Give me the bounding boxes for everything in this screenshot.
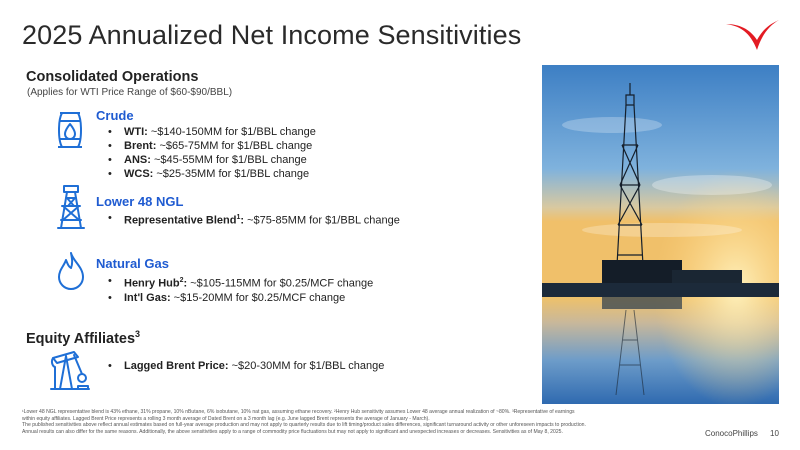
list-item: • Lagged Brent Price: ~$20-30MM for $1/BBL change: [108, 359, 384, 373]
footnote-line: The published sensitivities above reflect annual estimates based on full-year average production and may not apply to quarterly results due to lift timing/product sales differences, significant turnaround activity or other unforeseen impacts to production.: [22, 422, 586, 429]
flame-icon: [56, 251, 86, 291]
crude-title: Crude: [96, 108, 134, 123]
footnote-line: ¹Lower 48 NGL representative blend is 43% ethane, 31% propane, 10% nButane, 6% isobutane, 10% nat gas, assuming ethane recovery. ²Henry Hub sensitivity assumes Lower 48 average annual realization of ~80%. ³Representative of earnings: [22, 409, 575, 415]
list-item: • Representative Blend$^1$: ~$75-85MM for $1/BBL change: [108, 211, 400, 228]
footnote-line: Annual results can also differ for the same reasons. Additionally, the above sensitivities apply to a range of commodity price fluctuations but may not apply to significant and unexpected increases or decreases. Sensitivities as of May 8, 2025.: [22, 428, 563, 435]
gas-title: Natural Gas: [96, 256, 169, 271]
list-item: • ANS: ~$45-55MM for $1/BBL change: [108, 153, 316, 167]
footer-brand: ConocoPhillips: [705, 429, 758, 438]
list-item: • Brent: ~$65-75MM for $1/BBL change: [108, 139, 316, 153]
crude-list: [108, 125, 316, 181]
list-item: • Int'l Gas: ~$15-20MM for $0.25/MCF change: [108, 291, 373, 305]
equity-list: [108, 359, 384, 373]
list-item: • WCS: ~$25-35MM for $1/BBL change: [108, 167, 316, 181]
ngl-list: [108, 211, 400, 228]
list-item: • Henry Hub$^2$: ~$105-115MM for $0.25/MCF change: [108, 274, 373, 291]
consolidated-subtitle: (Applies for WTI Price Range of $60-$90/BBL): [27, 87, 233, 98]
consolidated-title: Consolidated Operations: [26, 69, 199, 85]
derrick-icon: [56, 184, 86, 230]
gas-list: [108, 274, 373, 305]
list-item: • WTI: ~$140-150MM for $1/BBL change: [108, 125, 316, 139]
logo-mark: [724, 16, 780, 52]
page-title: 2025 Annualized Net Income Sensitivities: [22, 20, 522, 50]
oil-barrel-icon: [53, 110, 87, 150]
page-number: 10: [770, 429, 779, 438]
footnote-line: within equity affiliates. Lagged Brent Price represents a rolling 3 month average of Dated Brent on a 3 month lag (e.g. June lagged Brent represents the average of January - March).: [22, 415, 430, 422]
pumpjack-icon: [50, 350, 90, 392]
equity-title: Equity Affiliates$^3$: [26, 329, 141, 347]
ngl-title: Lower 48 NGL: [96, 194, 184, 209]
footnotes: [22, 409, 712, 435]
drilling-rig-photo: [542, 65, 779, 404]
